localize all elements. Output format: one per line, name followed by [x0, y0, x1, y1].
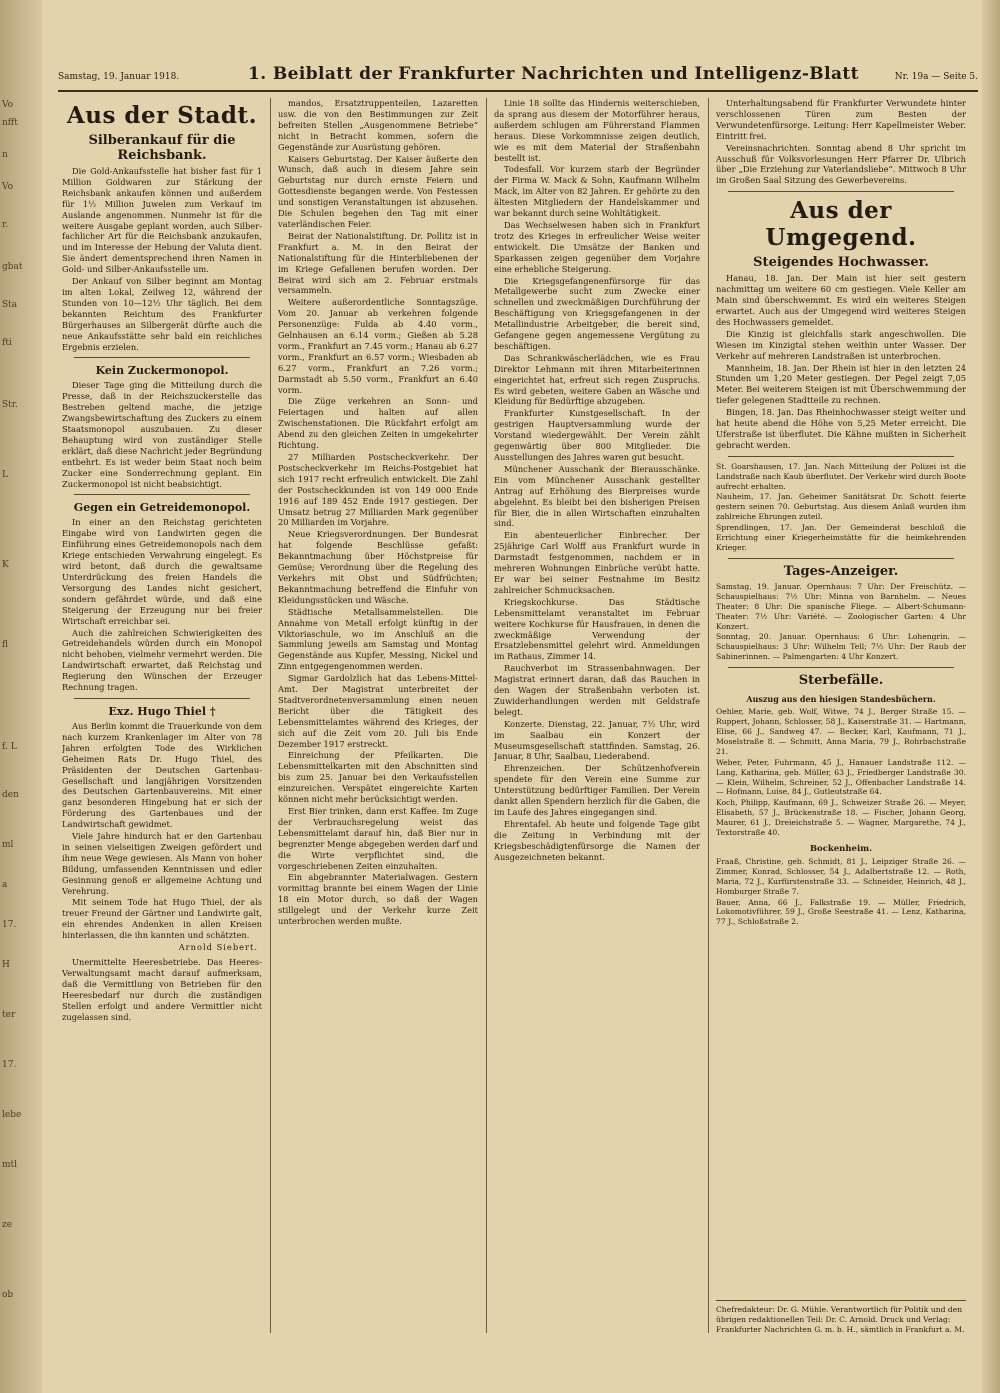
gutter-fragment: gbat [2, 262, 23, 272]
article-paragraph: Rauchverbot im Strassenbahnwagen. Der Magistrat erinnert daran, daß das Rauchen in den Wagen der Straßenbahn verboten ist. Zuwiderhandlungen werden mit Geldstrafe belegt. [494, 663, 700, 717]
article-paragraph: Unermittelte Heeresbetriebe. Das Heeres-Verwaltungsamt macht darauf aufmerksam, daß die Vermittlung von Betrieben für den Heeresbedarf nur durch die zuständigen Stellen erfolgt und andere Vermittler nicht zugelassen sind. [62, 957, 262, 1022]
article-paragraph: Die Gold-Ankaufsstelle hat bisher fast für 1 Million Goldwaren zur Stärkung der Reichsbank ankaufen können und außerdem für 1½ Million Juwelen zum Verkauf im Auslande angenommen. Nunmehr ist für die weitere Ausgabe geplant worden, auch Silber- fachlicher Art für die Reichsbank anzukaufen, und im Interesse der Hebung der Valuta dient. Sie ändert dementsprechend ihren Namen in Gold- und Silber-Ankaufsstelle um. [62, 166, 262, 275]
listing-subtitle: Bockenheim. [809, 843, 873, 854]
page-header [58, 64, 978, 92]
article-paragraph: Der Ankauf von Silber beginnt am Montag im alten Lokal, Zeilweg 12, während der Stunden von 10—12½ Uhr täglich. Bei dem bekannten Reichtum des Frankfurter Bürgerhauses an Silbergerät dürfte auch die neue Ankaufsstätte sehr bald ein reichliches Ergebnis erzielen. [62, 276, 262, 352]
page-edge [982, 0, 1000, 1393]
gutter-fragment: ob [2, 1290, 14, 1300]
article-title: Sterbefälle. [798, 673, 884, 689]
article-paragraph: Ein abgebrannter Materialwagen. Gestern vormittag brannte bei einem Wagen der Linie 18 ein Motor durch, so daß der Wagen stillgelegt und der Verkehr kurze Zeit unterbrochen werden mußte. [278, 872, 478, 927]
previous-page-gutter [0, 0, 42, 1393]
gutter-fragment: n [2, 150, 8, 160]
article-paragraph: mandos, Ersatztruppenteilen, Lazaretten usw. die von den Bestimmungen zur Zeit befreiten Stellen „Ausgenommene Betriebe“ nicht in Betracht kommen, sofern die Gegenstände zur Ausrüstung gehören. [278, 98, 478, 152]
column-rule [708, 98, 709, 1333]
article-paragraph: Dieser Tage ging die Mitteilung durch die Presse, daß in der Reichszuckerstelle das Bestreben geltend mache, die jetzige Zwangsbewirtschaftung des Zuckers zu einem Staatsmonopol auszubauen. Zu dieser Behauptung wird von zuständiger Stelle erklärt, daß diese Nachricht jeder Begründung entbehrt. Es ist weder beim Staat noch beim Zucker eine Sonderrechnung geplant. Ein Zuckermonopol ist nicht beabsichtigt. [62, 380, 262, 489]
article-paragraph: Ehrenzeichen. Der Schützenhofverein spendete für den Verein eine Summe zur Unterstützung bedürftiger Familien. Der Verein dankt allen Spendern herzlich für die Gaben, die im Laufe des Jahres eingegangen sind. [494, 763, 700, 817]
article-paragraph: Münchener Ausschank der Bierausschänke. Ein vom Münchener Ausschank gestellter Antrag auf Erhöhung des Bierpreises wurde abgelehnt. Es bleibt bei den bisherigen Preisen für Bier, die in allen Wirtschaften einzuhalten sind. [494, 463, 700, 529]
gutter-fragment: f. L [2, 742, 17, 752]
article-paragraph: Vereinsnachrichten. Sonntag abend 8 Uhr spricht im Ausschuß für Volksvorlesungen Herr Pfarrer Dr. Ulbrich über „Die Erziehung zur Vaterlandsliebe“. Mittwoch 8 Uhr im Großen Saal Sitzung des Gewerbevereins. [716, 142, 966, 186]
divider [728, 191, 954, 192]
article-paragraph: In einer an den Reichstag gerichteten Eingabe wird von Landwirten gegen die Einführung eines Getreidemonopols nach dem Kriege entschieden Verwahrung eingelegt. Es wird betont, daß durch die gewaltsame Unterdrückung des freien Handels die Versorgung des Landes nicht gesichert, sondern gefährdet würde, und daß eine Steigerung der Erzeugung nur bei freier Wirtschaft erreichbar sei. [62, 517, 262, 626]
article-title: Kein Zuckermonopol. [95, 364, 229, 378]
listing-paragraph: Oehler, Marie, geb. Wolf, Witwe, 74 J., Berger Straße 15. — Ruppert, Johann, Schlosser, 58 J., Kaiserstraße 31. — Hartmann, Elise, 66 J., Sandweg 47. — Becker, Karl, Kaufmann, 71 J., Moselstraße 8. — Schmitt, Anna Maria, 79 J., Rohrbachstraße 21. [716, 707, 966, 756]
gutter-fragment: Vo [2, 182, 14, 192]
masthead-title: 1. Beiblatt der Frankfurter Nachrichten und Intelligenz-Blatt [248, 64, 859, 84]
article-paragraph: St. Goarshausen, 17. Jan. Nach Mitteilung der Polizei ist die Landstraße nach Kaub überflutet. Der Verkehr wird durch Boote aufrecht erhalten. [716, 461, 966, 491]
article-paragraph: Todesfall. Vor kurzem starb der Begründer der Firma W. Mack & Sohn, Kaufmann Wilhelm Mack, im Alter von 82 Jahren. Er gehörte zu den ältesten Mitgliedern der Handelskammer und war bekannt durch seine Wohltätigkeit. [494, 164, 700, 219]
article-paragraph: Sigmar Gardolzlich hat das Lebens-Mittel-Amt. Der Magistrat unterbreitet der Stadtverordnetenversammlung einen neuen Bericht über die Tätigkeit des Lebensmittelamtes während des Krieges, der sich auf die Zeit vom 20. Juli bis Ende Dezember 1917 erstreckt. [278, 673, 478, 749]
gutter-fragment: r. [2, 220, 9, 230]
article-paragraph: Beirat der Nationalstiftung. Dr. Pollitz ist in Frankfurt a. M. in den Beirat der Nationalstiftung für die Hinterbliebenen der im Kriege Gefallenen berufen worden. Der Beirat wird sich am 2. Februar erstmals versammeln. [278, 230, 478, 296]
section-title: Aus der Umgegend. [765, 197, 917, 252]
article-title: Gegen ein Getreidemonopol. [73, 501, 251, 515]
divider [728, 456, 954, 457]
issue-date: Samstag, 19. Januar 1918. [58, 72, 180, 82]
imprint-text: Chefredakteur: Dr. G. Mühle. Verantwortlich für Politik und den übrigen redaktionellen Teil: Dr. C. Arnold. Druck und Verlag: Frankfurter Nachrichten G. m. b. H., sämtlich in Frankfurt a. M. [716, 1305, 965, 1334]
gutter-fragment: fl [2, 640, 9, 650]
article-paragraph: Mit seinem Tode hat Hugo Thiel, der als treuer Freund der Gärtner und Landwirte galt, ein ehrendes Andenken in allen Kreisen hinterlassen, die ihn kannten und schätzten. [62, 897, 262, 941]
column-rule [270, 98, 271, 1333]
article-signature: Arnold Siebert. [178, 942, 258, 953]
article-paragraph: Linie 18 sollte das Hindernis weiterschieben, da sprang aus diesem der Motorführer heraus, außerdem schlugen am Führerstand Flammen heraus. Diese Vorkommnisse zeigen deutlich, wie es mit dem Material der Straßenbahn bestellt ist. [494, 98, 700, 163]
article-paragraph: Das Wechselwesen haben sich in Frankfurt trotz des Krieges in erfreulicher Weise weiter entwickelt. Die Umsätze der Banken und Sparkassen zeigen gegenüber dem Vorjahre eine erhebliche Steigerung. [494, 219, 700, 274]
gutter-fragment: K [2, 560, 9, 570]
article-paragraph: Kriegskochkurse. Das Städtische Lebensmittelamt veranstaltet im Februar weitere Kochkurse für Hausfrauen, in denen die zweckmäßige Verwendung der Ersatzlebensmittel gelehrt wird. Anmeldungen im Rathaus, Zimmer 14. [494, 596, 700, 662]
gutter-fragment: den [2, 790, 19, 800]
gutter-fragment: L [2, 470, 8, 480]
divider [74, 698, 250, 699]
issue-number: Nr. 19a — Seite 5. [894, 72, 978, 82]
gutter-fragment: nfft [2, 118, 18, 128]
article-paragraph: Nauheim, 17. Jan. Geheimer Sanitätsrat Dr. Schott feierte gestern seinen 70. Geburtstag. Aus diesem Anlaß wurden ihm zahlreiche Ehrungen zuteil. [716, 492, 966, 522]
divider [728, 558, 954, 559]
column-rule [486, 98, 487, 1333]
listing-paragraph: Fraaß, Christine, geb. Schmidt, 81 J., Leipziger Straße 26. — Zimmer, Konrad, Schlosser, 54 J., Adalbertstraße 12. — Roth, Maria, 72 J., Kurfürstenstraße 33. — Schneider, Heinrich, 48 J., Homburger Straße 7. [716, 856, 966, 896]
listing-paragraph: Samstag, 19. Januar. Opernhaus: 7 Uhr: Der Freischütz. — Schauspielhaus: 7½ Uhr: Minna von Barnhelm. — Neues Theater: 8 Uhr: Die spanische Fliege. — Albert-Schumann-Theater: 7½ Uhr: Variété. — Zoologischer Garten: 4 Uhr Konzert. [716, 581, 966, 631]
article-paragraph: Weitere außerordentliche Sonntagszüge. Vom 20. Januar ab verkehren folgende Personenzüge: Fulda ab 4.40 vorm., Gelnhausen an 6.14 vorm.; Gießen ab 5.28 vorm., Frankfurt an 7.45 vorm.; Hanau ab 6.27 vorm., Frankfurt an 6.57 vorm.; Wiesbaden ab 6.27 vorm., Frankfurt an 7.26 vorm.; Darmstadt ab 5.50 vorm., Frankfurt an 6.40 vorm. [278, 297, 478, 395]
article-title: Silberankauf für die Reichsbank. [88, 133, 236, 163]
listing-subtitle: Auszug aus den hiesigen Standesbüchern. [746, 694, 936, 705]
gutter-fragment: fti [2, 338, 12, 348]
article-paragraph: 27 Milliarden Postscheckverkehr. Der Postscheckverkehr im Reichs-Postgebiet hat sich 1917 recht erfreulich entwickelt. Die Zahl der Postscheckkunden ist von 149 000 Ende 1916 auf 189 452 Ende 1917 gestiegen. Der Umsatz betrug 27 Milliarden Mark gegenüber 20 Milliarden im Vorjahre. [278, 452, 478, 528]
gutter-fragment: H [2, 960, 10, 970]
article-paragraph: Die Kinzig ist gleichfalls stark angeschwollen. Die Wiesen im Kinzigtal stehen weithin unter Wasser. Der Verkehr auf mehreren Landstraßen ist unterbrochen. [716, 328, 966, 361]
article-title: Exz. Hugo Thiel † [108, 704, 216, 718]
article-paragraph: Unterhaltungsabend für Frankfurter Verwundete hinter verschlossenen Türen zum Besten der Verwundetenfürsorge. Leitung: Herr Kapellmeister Weber. Eintritt frei. [716, 98, 966, 141]
article-paragraph: Auch die zahlreichen Schwierigkeiten des Getreidehandels würden durch ein Monopol nicht behoben, vielmehr vermehrt werden. Die Landwirtschaft erwartet, daß Reichstag und Regierung den Wünschen der Erzeuger Rechnung tragen. [62, 627, 262, 693]
listing-paragraph: Koch, Philipp, Kaufmann, 69 J., Schweizer Straße 26. — Meyer, Elisabeth, 57 J., Brückenstraße 18. — Fischer, Johann Georg, Maurer, 61 J., Dreieichstraße 5. — Wagner, Margarethe, 74 J., Textorstraße 40. [716, 798, 966, 838]
article-paragraph: Hanau, 18. Jan. Der Main ist hier seit gestern nachmittag um weitere 60 cm gestiegen. Viele Keller am Main sind überschwemmt. Es wird ein weiteres Steigen erwartet. Auch aus der Umgegend wird weiteres Steigen des Hochwassers gemeldet. [716, 273, 966, 327]
gutter-fragment: 17. [2, 1060, 17, 1070]
gutter-fragment: Vo [2, 100, 14, 110]
divider [716, 1300, 966, 1301]
listing-paragraph: Sonntag, 20. Januar. Opernhaus: 6 Uhr: Lohengrin. — Schauspielhaus: 3 Uhr: Wilhelm Tell; 7½ Uhr: Der Raub der Sabinerinnen. — Palmengarten: 4 Uhr Konzert. [716, 632, 966, 662]
gutter-fragment: mtl [2, 1160, 18, 1170]
imprint [716, 1300, 966, 1334]
gutter-fragment: lebe [2, 1110, 22, 1120]
article-paragraph: Bingen, 18. Jan. Das Rheinhochwasser steigt weiter und hat heute abend die Höhe von 5,25 Meter erreicht. Die Uferstraße ist überflutet. Die Kähne mußten in Sicherheit gebracht werden. [716, 407, 966, 450]
article-paragraph: Ein abenteuerlicher Einbrecher. Der 25jährige Carl Wolff aus Frankfurt wurde in Darmstadt festgenommen, nachdem er in mehreren Wohnungen Einbrüche verübt hatte. Er war bei seiner Festnahme im Besitz zahlreicher Schmucksachen. [494, 530, 700, 595]
section-title: Aus der Stadt. [66, 102, 258, 129]
divider [728, 667, 954, 668]
article-paragraph: Einreichung der Pfeilkarten. Die Lebensmittelkarten mit den Abschnitten sind bis zum 25. Januar bei den Verkaufsstellen einzureichen. Verspätet eingereichte Karten können nicht mehr berücksichtigt werden. [278, 750, 478, 805]
listing-paragraph: Bauer, Anna, 66 J., Falkstraße 19. — Müller, Friedrich, Lokomotivführer, 59 J., Große Seestraße 41. — Lenz, Katharina, 77 J., Schloßstraße 2. [716, 897, 966, 927]
gutter-fragment: ml [2, 840, 14, 850]
gutter-fragment: ter [2, 1010, 16, 1020]
listing-paragraph: Weber, Peter, Fuhrmann, 45 J., Hanauer Landstraße 112. — Lang, Katharina, geb. Müller, 63 J., Friedberger Landstraße 30. — Klein, Wilhelm, Schreiner, 52 J., Offenbacher Landstraße 14. — Hofmann, Luise, 84 J., Gutleutstraße 64. [716, 757, 966, 797]
article-title: Steigendes Hochwasser. [753, 255, 929, 271]
article-paragraph: Kaisers Geburtstag. Der Kaiser äußerte den Wunsch, daß auch in diesem Jahre sein Geburtstag nur durch ernste Feiern und Gottesdienste begangen werde. Von Festessen und sonstigen Veranstaltungen ist abzusehen. Die Schulen begehen den Tag mit einer vaterländischen Feier. [278, 153, 478, 229]
column-3 [494, 98, 700, 1333]
article-paragraph: Die Züge verkehren an Sonn- und Feiertagen und halten auf allen Zwischenstationen. Die Rückfahrt erfolgt am Abend zu den gleichen Zeiten in umgekehrter Richtung. [278, 396, 478, 451]
column-2 [278, 98, 478, 1333]
article-paragraph: Neue Kriegsverordnungen. Der Bundesrat hat folgende Beschlüsse gefaßt: Bekanntmachung über Höchstpreise für Gemüse; Verordnung über die Regelung des Verkehrs mit Obst und Südfrüchten; Bekanntmachung betreffend die Einfuhr von Kleidungsstücken und Wäsche. [278, 529, 478, 605]
article-paragraph: Ehrentafel. Ab heute und folgende Tage gibt die Zeitung in Verbindung mit der Kriegsbeschädigtenfürsorge die Namen der Ausgezeichneten bekannt. [494, 818, 700, 862]
article-paragraph: Sprendlingen, 17. Jan. Der Gemeinderat beschloß die Errichtung einer Kriegerheimstätte für die heimkehrenden Krieger. [716, 523, 966, 552]
divider [74, 494, 250, 495]
article-title: Tages-Anzeiger. [783, 563, 899, 579]
gutter-fragment: a [2, 880, 8, 890]
article-paragraph: Erst Bier trinken, dann erst Kaffee. Im Zuge der Verbrauchsregelung weist das Lebensmittelamt darauf hin, daß Bier nur in begrenzter Menge abgegeben werden darf und die Wirte verpflichtet sind, die vorgeschriebenen Zeiten einzuhalten. [278, 806, 478, 871]
divider [74, 357, 250, 358]
article-paragraph: Viele Jahre hindurch hat er den Gartenbau in seinen vielseitigen Zweigen gefördert und ihm neue Wege gewiesen. Als Mann von hoher Bildung, umfassenden Kenntnissen und edler Gesinnung genoß er allgemeine Achtung und Verehrung. [62, 831, 262, 896]
gutter-fragment: Sta [2, 300, 18, 310]
article-paragraph: Aus Berlin kommt die Trauerkunde von dem nach kurzem Krankenlager im Alter von 78 Jahren erfolgten Tode des Wirklichen Geheimen Rats Dr. Hugo Thiel, des Präsidenten der Deutschen Gartenbau-Gesellschaft und langjährigen Vorsitzenden des Deutschen Gartenbauvereins. Mit einer ganz besonderen Hingebung hat er sich der Förderung des Gartenbaues und der Landwirtschaft gewidmet. [62, 720, 262, 830]
gutter-fragment: Str. [2, 400, 18, 410]
gutter-fragment: ze [2, 1220, 13, 1230]
article-paragraph: Konzerte. Dienstag, 22. Januar, 7½ Uhr, wird im Saalbau ein Konzert der Museumsgesellschaft stattfinden. Samstag, 26. Januar, 8 Uhr, Saalbau, Liederabend. [494, 718, 700, 762]
column-4 [716, 98, 966, 1293]
article-paragraph: Städtische Metallsammelstellen. Die Annahme von Metall erfolgt künftig in der Viktoriaschule, wo im Anschluß an die Sammlung jeweils am Samstag und Montag Gegenstände aus Kupfer, Messing, Nickel und Zinn entgegengenommen werden. [278, 606, 478, 672]
article-paragraph: Die Kriegsgefangenenfürsorge für das Metallgewerbe sucht zum Zwecke einer schnellen und zweckmäßigen Durchführung der Beschäftigung von Kriegsgefangenen in der Metallindustrie Arbeitgeber, die bereit sind, Gefangene gegen angemessene Vergütung zu beschäftigen. [494, 275, 700, 351]
article-paragraph: Frankfurter Kunstgesellschaft. In der gestrigen Hauptversammlung wurde der Vorstand wiedergewählt. Der Verein zählt gegenwärtig über 800 Mitglieder. Die Ausstellungen des Jahres waren gut besucht. [494, 408, 700, 462]
gutter-fragment: 17. [2, 920, 17, 930]
article-paragraph: Das Schrankwäscherlädchen, wie es Frau Direktor Lehmann mit ihren Mitarbeiterinnen eingerichtet hat, erfreut sich regen Zuspruchs. Es wird gebeten, weitere Gaben an Wäsche und Kleidung für Bedürftige abzugeben. [494, 352, 700, 407]
article-paragraph: Mannheim, 18. Jan. Der Rhein ist hier in den letzten 24 Stunden um 1,20 Meter gestiegen. Der Pegel zeigt 7,05 Meter. Bei weiterem Steigen ist mit Überschwemmung der tiefer gelegenen Stadtteile zu rechnen. [716, 362, 966, 406]
column-1 [62, 98, 262, 1333]
